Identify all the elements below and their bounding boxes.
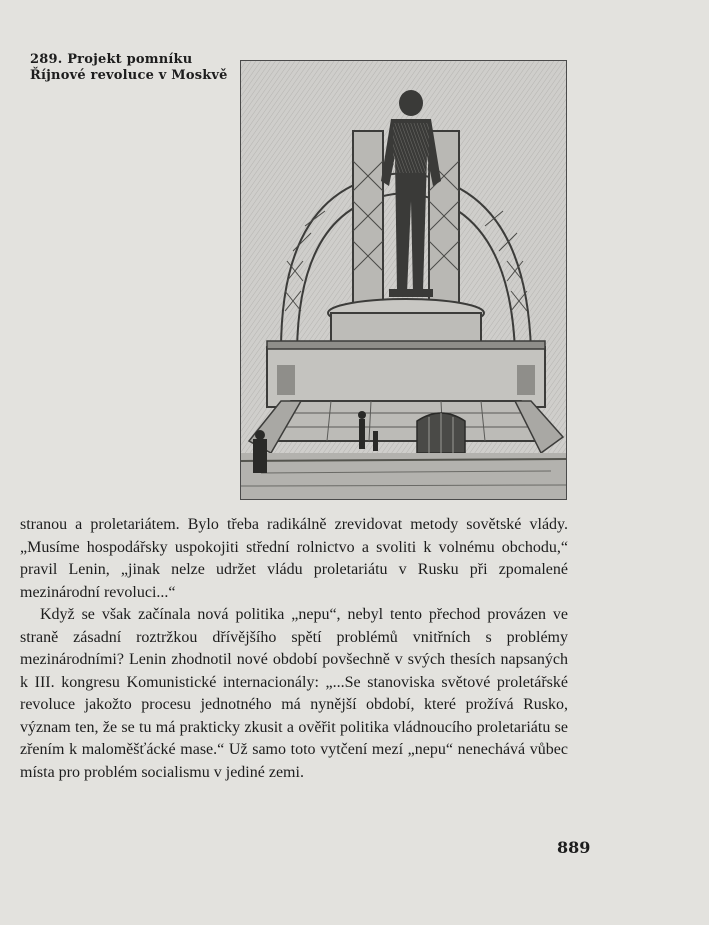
monument-illustration	[240, 60, 567, 500]
caption-line-1: 289. Projekt pomníku	[30, 52, 193, 67]
page-number: 889	[557, 838, 591, 857]
figure-caption	[30, 52, 240, 84]
monument-drawing	[241, 61, 566, 499]
caption-line-2: Říjnové revoluce v Moskvě	[30, 68, 228, 83]
paragraph: stranou a proletariátem. Bylo třeba radikálně zrevidovat metody sovětské vlády. „Musíme hospodářsky uspokojiti střední rolnictvo a svoliti k volnému obchodu,“ pravil Lenin, „jinak nelze udržet vládu proletariátu v Rusku při zpomalené mezinárodní revoluci...“	[20, 516, 568, 601]
paragraph: Když se však začínala nová politika „nepu“, nebyl tento přechod provázen ve straně zásadní roztržkou dřívějšího spětí problémů vnitřních s problémy mezinárodními? Lenin zhodnotil nové období povšechně v svých thesích napsaných k III. kongresu Komunistické internacionály: „...Se stanoviska světové proletářské revoluce jakožto procesu jednotného má nynější období, které prožívá Rusko, význam ten, že se tu má prakticky zkusit a ověřit politika vládnoucího proletariátu se zřením k maloměšťácké mase.“ Už samo toto vytčení mezí „nepu“ nenechává vůbec místa pro problém socialismu v jediné zemi.	[20, 606, 568, 781]
article-text	[20, 514, 568, 784]
